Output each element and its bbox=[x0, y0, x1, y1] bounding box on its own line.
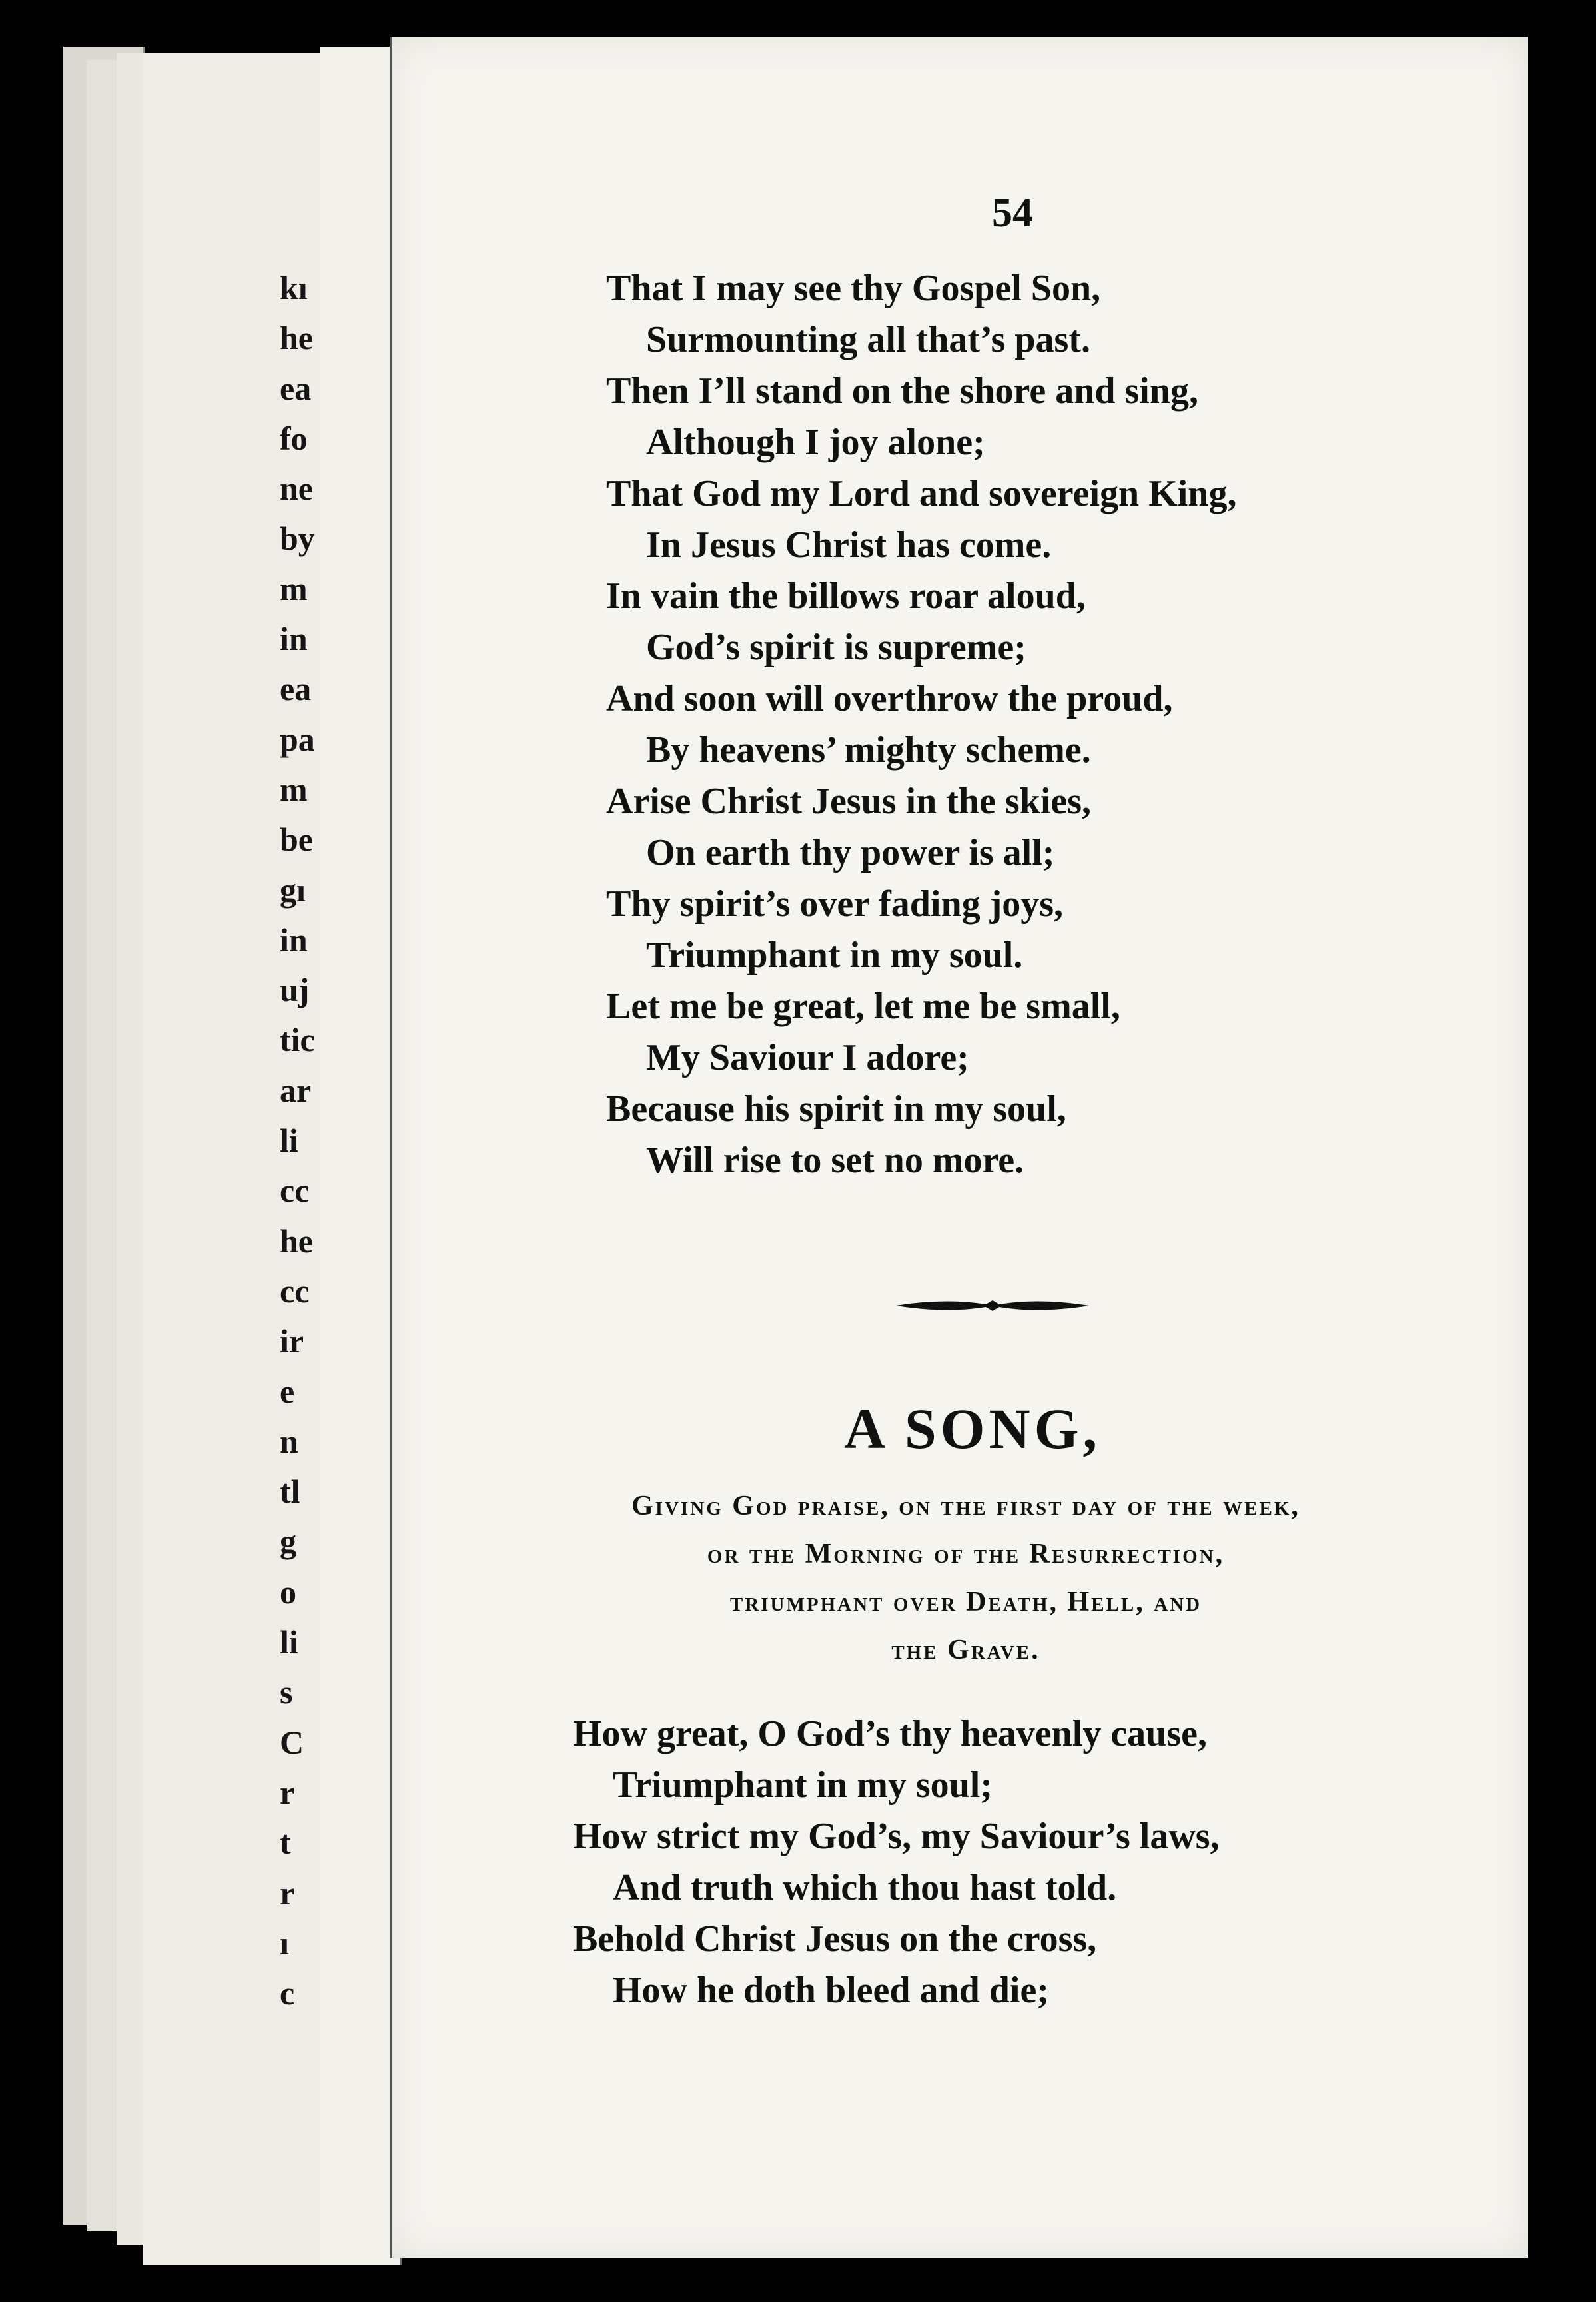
poem-bottom bbox=[573, 1709, 1372, 2016]
left-page-fragment: cc bbox=[280, 1172, 310, 1210]
left-page-fragment: ea bbox=[280, 369, 312, 407]
verse-line: Triumphant in my soul. bbox=[646, 935, 1023, 976]
verse-line: Surmounting all that’s past. bbox=[646, 319, 1090, 360]
song-title: A SONG, bbox=[843, 1397, 1102, 1461]
verse-line: In Jesus Christ has come. bbox=[646, 524, 1052, 566]
left-page-fragment: be bbox=[280, 821, 313, 859]
left-page-fragment: r bbox=[280, 1874, 295, 1912]
verse-line: How strict my God’s, my Saviour’s laws, bbox=[573, 1816, 1220, 1857]
verse-line: Although I joy alone; bbox=[646, 422, 985, 463]
left-page-fragment: o bbox=[280, 1573, 296, 1611]
verse-line: Thy spirit’s over fading joys, bbox=[606, 883, 1064, 925]
left-page-fragment: t bbox=[280, 1824, 291, 1862]
left-page-fragment: e bbox=[280, 1372, 295, 1410]
left-page-fragment: c bbox=[280, 1974, 295, 2012]
ornament-divider bbox=[893, 1292, 1092, 1319]
subtitle-line: or the Morning of the Resurrection, bbox=[707, 1539, 1225, 1569]
left-page-fragment: by bbox=[280, 520, 315, 558]
left-page-fragment: kı bbox=[280, 269, 308, 306]
subtitle-line: the Grave. bbox=[891, 1635, 1040, 1665]
left-page-fragment: m bbox=[280, 570, 308, 607]
left-page-fragment: tic bbox=[280, 1021, 315, 1059]
left-page-fragment: in bbox=[280, 921, 308, 959]
left-page-fragment: fo bbox=[280, 419, 308, 457]
verse-line: By heavens’ mighty scheme. bbox=[646, 729, 1091, 771]
page-number: 54 bbox=[992, 191, 1033, 236]
verse-line: On earth thy power is all; bbox=[646, 832, 1055, 873]
verse-line: Behold Christ Jesus on the cross, bbox=[573, 1918, 1097, 1960]
verse-line: How he doth bleed and die; bbox=[613, 1970, 1049, 2011]
left-page-fragment: uj bbox=[280, 971, 310, 1009]
verse-line: Triumphant in my soul; bbox=[613, 1764, 993, 1806]
verse-line: Because his spirit in my soul, bbox=[606, 1088, 1066, 1130]
verse-line: God’s spirit is supreme; bbox=[646, 627, 1026, 668]
left-page-fragment: he bbox=[280, 1222, 313, 1260]
left-page-fragment: s bbox=[280, 1673, 293, 1711]
left-page-fragment: n bbox=[280, 1422, 298, 1460]
left-page-fragment: in bbox=[280, 620, 308, 658]
poem-top bbox=[586, 263, 1386, 1186]
left-page-fragment: C bbox=[280, 1723, 304, 1761]
verse-line: Let me be great, let me be small, bbox=[606, 986, 1120, 1027]
verse-line: My Saviour I adore; bbox=[646, 1037, 969, 1078]
verse-line: And soon will overthrow the proud, bbox=[606, 678, 1173, 719]
verse-line: In vain the billows roar aloud, bbox=[606, 576, 1086, 617]
verse-line: How great, O God’s thy heavenly cause, bbox=[573, 1713, 1207, 1754]
left-page-fragment: ea bbox=[280, 670, 312, 708]
left-page-fragment: li bbox=[280, 1122, 298, 1160]
left-page-fragment: gı bbox=[280, 871, 306, 909]
verse-line: That God my Lord and sovereign King, bbox=[606, 473, 1237, 514]
left-page-fragment: cc bbox=[280, 1272, 310, 1310]
song-subtitle bbox=[433, 1482, 1499, 1674]
left-page-fragment: ar bbox=[280, 1071, 312, 1109]
left-page-fragment: li bbox=[280, 1623, 298, 1661]
left-page-fragment: ı bbox=[280, 1924, 289, 1962]
verse-line: Will rise to set no more. bbox=[646, 1140, 1024, 1181]
verse-line: And truth which thou hast told. bbox=[613, 1867, 1117, 1908]
left-page-fragment: g bbox=[280, 1523, 296, 1561]
verse-line: Then I’ll stand on the shore and sing, bbox=[606, 370, 1198, 412]
left-page-fragment: m bbox=[280, 770, 308, 808]
verse-line: Arise Christ Jesus in the skies, bbox=[606, 781, 1092, 822]
left-page-fragment: ir bbox=[280, 1322, 304, 1360]
left-page-fragment: pa bbox=[280, 720, 315, 758]
left-page-fragment: ne bbox=[280, 470, 313, 508]
left-page-fragment: r bbox=[280, 1773, 295, 1811]
subtitle-line: Giving God praise, on the first day of the week, bbox=[631, 1491, 1300, 1521]
verse-line: That I may see thy Gospel Son, bbox=[606, 268, 1101, 309]
left-page-fragment: he bbox=[280, 319, 313, 357]
left-page-fragment: tl bbox=[280, 1473, 300, 1511]
subtitle-line: triumphant over Death, Hell, and bbox=[729, 1587, 1202, 1617]
